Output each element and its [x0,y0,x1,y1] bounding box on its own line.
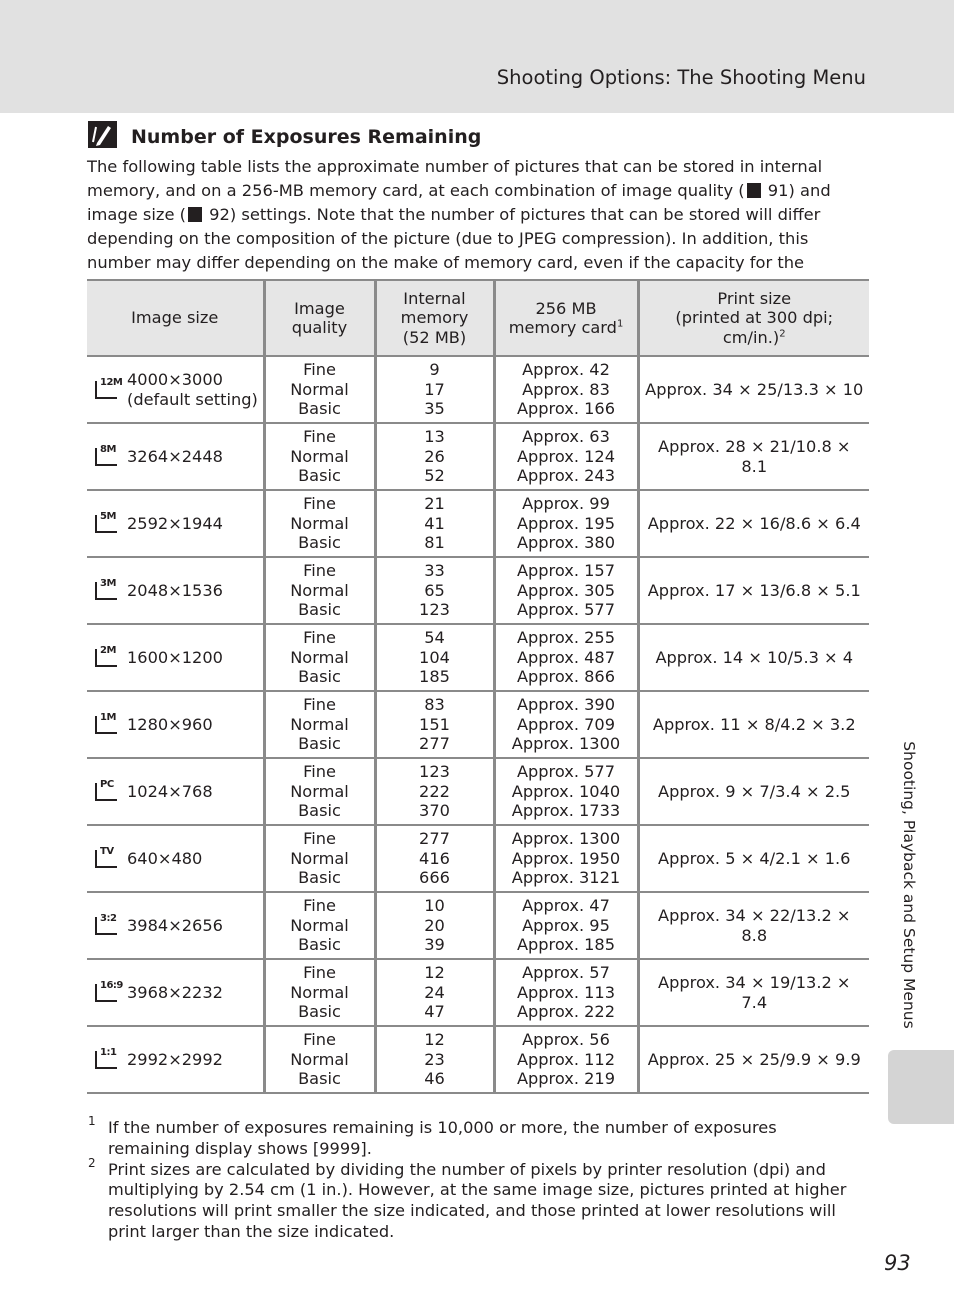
cell-memory-card: Approx. 42 Approx. 83 Approx. 166 [494,356,638,423]
cell-image-quality: Fine Normal Basic [264,557,375,624]
footnote-ref-1: 1 [616,318,624,330]
table-row [87,490,869,557]
image-size-icon: 16:9 [95,984,117,1002]
image-size-icon: PC [95,783,117,801]
header-image-size: Image size [87,280,264,356]
page-reference-icon [747,183,761,198]
cell-internal-memory: 54 104 185 [375,624,494,691]
cell-print-size: Approx. 14 × 10/5.3 × 4 [638,624,869,691]
cell-image-quality: Fine Normal Basic [264,892,375,959]
note-title: Number of Exposures Remaining [131,126,482,148]
cell-image-quality: Fine Normal Basic [264,356,375,423]
cell-print-size: Approx. 11 × 8/4.2 × 3.2 [638,691,869,758]
exposures-table [87,279,869,1094]
intro-text-3: 92) settings. Note that the number of pictures that can be stored will differ depending on the composition of the picture (due to JPEG compression). In addition, this number may differ depending on the make of memory card, even if the capacity for the [87,204,821,272]
footnotes [87,1114,857,1243]
footnote-text: Print sizes are calculated by dividing the number of pixels by printer resolution (dpi) and multiplying by 2.54 cm (1 in.). However, at the same image size, pictures printed at higher resolutions will print smaller the size indicated, and those printed at lower resolutions will print larger than the size indicated. [108,1159,847,1241]
table-row [87,624,869,691]
cell-print-size: Approx. 34 × 19/13.2 × 7.4 [638,959,869,1026]
cell-image-size: TV 640×480 [87,825,264,892]
cell-memory-card: Approx. 63 Approx. 124 Approx. 243 [494,423,638,490]
cell-image-size: 1M 1280×960 [87,691,264,758]
cell-memory-card: Approx. 255 Approx. 487 Approx. 866 [494,624,638,691]
image-size-icon: 12M [95,381,117,399]
cell-internal-memory: 277 416 666 [375,825,494,892]
image-size-icon: 2M [95,649,117,667]
cell-memory-card: Approx. 99 Approx. 195 Approx. 380 [494,490,638,557]
cell-image-quality: Fine Normal Basic [264,490,375,557]
header-image-quality: Image quality [264,280,375,356]
table-row [87,356,869,423]
footnote-mark: 1 [88,1114,96,1128]
cell-print-size: Approx. 17 × 13/6.8 × 5.1 [638,557,869,624]
cell-image-quality: Fine Normal Basic [264,624,375,691]
table-row [87,691,869,758]
cell-memory-card: Approx. 577 Approx. 1040 Approx. 1733 [494,758,638,825]
cell-print-size: Approx. 9 × 7/3.4 × 2.5 [638,758,869,825]
cell-image-size: 3M 2048×1536 [87,557,264,624]
header-internal-memory: Internal memory (52 MB) [375,280,494,356]
cell-image-size: 2M 1600×1200 [87,624,264,691]
cell-internal-memory: 12 24 47 [375,959,494,1026]
image-size-icon: 1:1 [95,1051,117,1069]
cell-memory-card: Approx. 56 Approx. 112 Approx. 219 [494,1026,638,1093]
section-title: Shooting Options: The Shooting Menu [496,66,866,89]
footnote-2 [87,1155,857,1243]
image-size-icon: 1M [95,716,117,734]
image-size-icon: TV [95,850,117,868]
header-band [0,0,954,113]
cell-image-quality: Fine Normal Basic [264,691,375,758]
cell-image-quality: Fine Normal Basic [264,1026,375,1093]
cell-memory-card: Approx. 390 Approx. 709 Approx. 1300 [494,691,638,758]
cell-memory-card: Approx. 47 Approx. 95 Approx. 185 [494,892,638,959]
chapter-side-label: Shooting, Playback and Setup Menus [900,741,918,1029]
cell-print-size: Approx. 22 × 16/8.6 × 6.4 [638,490,869,557]
cell-image-quality: Fine Normal Basic [264,959,375,1026]
table-row [87,892,869,959]
cell-memory-card: Approx. 57 Approx. 113 Approx. 222 [494,959,638,1026]
cell-internal-memory: 123 222 370 [375,758,494,825]
intro-text-1: The following table lists the approximate number of pictures that can be stored in internal memory, and on a 256-MB memory card, at each combination of image quality ( [87,157,823,200]
image-size-icon: 3:2 [95,917,117,935]
image-size-icon: 8M [95,448,117,466]
footnote-mark: 2 [88,1155,96,1170]
table-row [87,758,869,825]
footnote-ref-2: 2 [779,328,786,340]
cell-memory-card: Approx. 1300 Approx. 1950 Approx. 3121 [494,825,638,892]
footnote-text: If the number of exposures remaining is 10,000 or more, the number of exposures remaining display shows [9999]. [108,1118,777,1158]
image-size-icon: 5M [95,515,117,533]
table-row [87,825,869,892]
cell-print-size: Approx. 34 × 22/13.2 × 8.8 [638,892,869,959]
intro-text-2: 91) and image size ( [87,180,831,224]
cell-print-size: Approx. 5 × 4/2.1 × 1.6 [638,825,869,892]
cell-print-size: Approx. 28 × 21/10.8 × 8.1 [638,423,869,490]
header-memory-card: 256 MB memory card$^1$ [494,280,638,356]
cell-image-size: 12M 4000×3000 (default setting) [87,356,264,423]
cell-image-size: 1:1 2992×2992 [87,1026,264,1093]
cell-print-size: Approx. 34 × 25/13.3 × 10 [638,356,869,423]
cell-image-size: 5M 2592×1944 [87,490,264,557]
cell-image-quality: Fine Normal Basic [264,423,375,490]
header-print-size: Print size (printed at 300 dpi; cm/in.)$^2$ [638,280,869,356]
page-number: 93 [884,1251,911,1275]
note-icon [88,121,117,148]
table-row [87,959,869,1026]
table-row [87,557,869,624]
cell-internal-memory: 9 17 35 [375,356,494,423]
footnote-1 [87,1114,857,1160]
cell-image-quality: Fine Normal Basic [264,825,375,892]
cell-internal-memory: 12 23 46 [375,1026,494,1093]
cell-image-size: 16:9 3968×2232 [87,959,264,1026]
cell-image-size: 3:2 3984×2656 [87,892,264,959]
cell-internal-memory: 33 65 123 [375,557,494,624]
intro-paragraph [87,155,867,298]
table-header-row [87,280,869,356]
cell-internal-memory: 21 41 81 [375,490,494,557]
cell-image-quality: Fine Normal Basic [264,758,375,825]
chapter-tab [888,1050,954,1124]
cell-internal-memory: 10 20 39 [375,892,494,959]
cell-internal-memory: 13 26 52 [375,423,494,490]
cell-image-size: PC 1024×768 [87,758,264,825]
table-row [87,1026,869,1093]
cell-print-size: Approx. 25 × 25/9.9 × 9.9 [638,1026,869,1093]
cell-memory-card: Approx. 157 Approx. 305 Approx. 577 [494,557,638,624]
cell-internal-memory: 83 151 277 [375,691,494,758]
table-row [87,423,869,490]
page-reference-icon [188,207,202,222]
cell-image-size: 8M 3264×2448 [87,423,264,490]
image-size-icon: 3M [95,582,117,600]
